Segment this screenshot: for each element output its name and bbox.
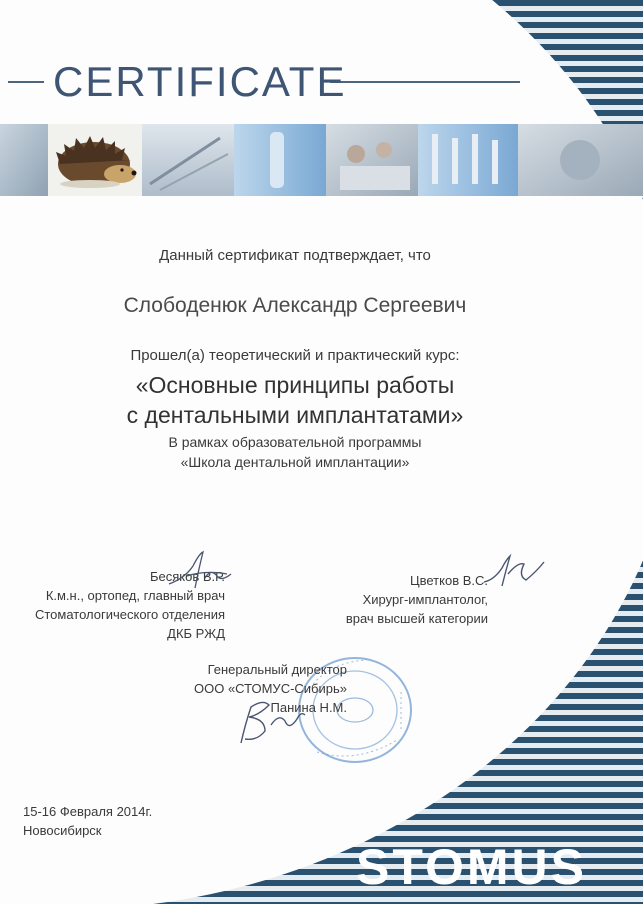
- signatory-left-name: Бесяков В.Р.: [150, 569, 225, 584]
- course-title-line-2: с дентальными имплантатами»: [126, 402, 464, 428]
- certificate-city: Новосибирск: [23, 823, 102, 838]
- signatory-left-line-2: Стоматологического отделения: [34, 607, 225, 622]
- signatory-right-name: Цветков В.С.: [410, 573, 488, 588]
- course-title: [0, 370, 590, 430]
- certificate-title: CERTIFICATE: [53, 58, 347, 105]
- signature-director: [235, 695, 310, 750]
- signatory-right-line-1: Хирург-имплантолог,: [362, 592, 488, 607]
- signatory-right-line-2: врач высшей категории: [345, 611, 488, 626]
- brand-logo-text: STOMUS: [356, 839, 587, 895]
- signatory-left-line-3: ДКБ РЖД: [167, 626, 225, 641]
- certificate-date: 15-16 Февраля 2014г.: [23, 804, 153, 819]
- director-name: Панина Н.М.: [270, 700, 347, 715]
- signature-right: [478, 552, 550, 592]
- signatory-left-line-1: К.м.н., ортопед, главный врач: [45, 588, 225, 603]
- signatory-right: [328, 571, 488, 628]
- program-line-1: В рамках образовательной программы: [168, 434, 422, 450]
- photo-dental-tools: [0, 124, 48, 196]
- course-intro: Прошел(а) теоретический и практический курс:: [130, 347, 460, 364]
- photo-strip: [0, 124, 643, 196]
- title-rule-right: [330, 81, 520, 83]
- director-company: ООО «СТОМУС-Сибирь»: [194, 681, 347, 696]
- signature-left: [165, 548, 235, 594]
- title-rule-left: [8, 81, 44, 83]
- recipient-name: Слободенюк Александр Сергеевич: [123, 294, 467, 317]
- director-title: Генеральный директор: [207, 662, 347, 677]
- program-line-2: «Школа дентальной имплантации»: [180, 454, 410, 470]
- confirmation-text: Данный сертификат подтверждает, что: [159, 247, 431, 264]
- course-title-line-1: «Основные принципы работы: [135, 372, 455, 398]
- date-place-block: [23, 802, 152, 840]
